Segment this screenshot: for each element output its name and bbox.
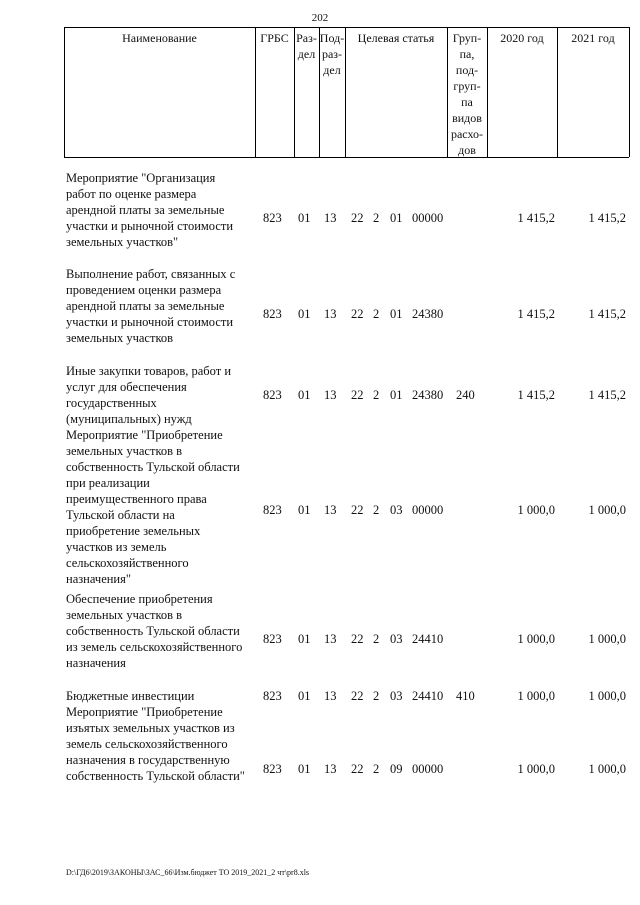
- row-cs-direction: 24380: [412, 307, 444, 321]
- row-cs-direction: 00000: [412, 211, 444, 225]
- row-razdel: 01: [298, 689, 311, 703]
- row-cs-subprogram: 2: [373, 388, 380, 402]
- header-year-2021: 2021 год: [571, 31, 615, 45]
- row-grbs: 823: [263, 307, 282, 321]
- row-value-2020: 1 000,0: [517, 503, 555, 517]
- header-bottom-border: [64, 157, 629, 158]
- row-grbs: 823: [263, 689, 282, 703]
- row-cs-program: 22: [351, 689, 364, 703]
- row-grbs: 823: [263, 632, 282, 646]
- row-cs-direction: 24410: [412, 689, 444, 703]
- header-top-border: [64, 27, 629, 28]
- row-podrazdel: 13: [324, 211, 337, 225]
- row-podrazdel: 13: [324, 503, 337, 517]
- file-path-footer: D:\ГД6\2019\ЗАКОНЫ\ЗАС_66\Изм.бюджет ТО 2019_2021_2 чт\pr8.xls: [66, 868, 310, 877]
- row-grbs: 823: [263, 762, 282, 776]
- row-razdel: 01: [298, 307, 311, 321]
- header-name: Наименование: [122, 31, 197, 45]
- row-name: Мероприятие "Приобретение земельных участков в собственность Тульской области при реализации преимущественного права Тульской области на приобретение земельных участков из земель сельскохозяйственного назначения": [66, 428, 240, 586]
- row-grbs: 823: [263, 211, 282, 225]
- row-cs-subprogram: 2: [373, 689, 380, 703]
- row-podrazdel: 13: [324, 388, 337, 402]
- row-name: Выполнение работ, связанных с проведением оценки размера арендной платы за земельные участки и рыночной стоимости земельных участков: [66, 267, 236, 345]
- header-grbs: ГРБС: [260, 31, 289, 45]
- header-col-border: [255, 27, 256, 157]
- row-razdel: 01: [298, 211, 311, 225]
- header-col-border: [487, 27, 488, 157]
- row-cs-subprogram: 2: [373, 503, 380, 517]
- row-cs-event: 01: [390, 211, 403, 225]
- header-podrazdel: Под- раз- дел: [319, 31, 345, 77]
- row-value-2021: 1 000,0: [588, 762, 626, 776]
- row-cs-direction: 24410: [412, 632, 444, 646]
- row-cs-direction: 24380: [412, 388, 444, 402]
- row-name: Бюджетные инвестиции: [66, 689, 195, 703]
- row-cs-program: 22: [351, 388, 364, 402]
- header-col-border: [345, 27, 346, 157]
- row-razdel: 01: [298, 503, 311, 517]
- row-value-2021: 1 000,0: [588, 503, 626, 517]
- row-value-2021: 1 415,2: [588, 211, 626, 225]
- row-cs-program: 22: [351, 307, 364, 321]
- row-cs-event: 09: [390, 762, 403, 776]
- row-value-2020: 1 000,0: [517, 689, 555, 703]
- row-value-2020: 1 000,0: [517, 632, 555, 646]
- row-cs-event: 01: [390, 388, 403, 402]
- row-value-2021: 1 415,2: [588, 307, 626, 321]
- row-value-2020: 1 415,2: [517, 388, 555, 402]
- row-cs-subprogram: 2: [373, 632, 380, 646]
- row-podrazdel: 13: [324, 689, 337, 703]
- row-name: Мероприятие "Приобретение изъятых земельных участков из земель сельскохозяйственного назначения в государственную собственность Тульской области": [66, 705, 245, 783]
- row-razdel: 01: [298, 388, 311, 402]
- row-podrazdel: 13: [324, 762, 337, 776]
- row-grbs: 823: [263, 503, 282, 517]
- header-year-2020: 2020 год: [500, 31, 544, 45]
- row-podrazdel: 13: [324, 632, 337, 646]
- row-vid-raskhodov: 240: [456, 388, 475, 402]
- row-value-2020: 1 415,2: [517, 211, 555, 225]
- header-celevaya-statya: Целевая статья: [357, 31, 435, 45]
- header-col-border: [557, 27, 558, 157]
- row-grbs: 823: [263, 388, 282, 402]
- header-col-border: [629, 27, 630, 157]
- row-razdel: 01: [298, 632, 311, 646]
- row-cs-subprogram: 2: [373, 762, 380, 776]
- header-razdel: Раз- дел: [296, 31, 317, 61]
- header-vid-raskhodov: Груп- па, под- груп- па видов расхо- дов: [450, 31, 484, 157]
- page-number: 202: [311, 12, 329, 24]
- row-cs-event: 03: [390, 689, 403, 703]
- row-cs-event: 03: [390, 503, 403, 517]
- header-col-border: [64, 27, 65, 157]
- row-cs-program: 22: [351, 762, 364, 776]
- row-cs-event: 01: [390, 307, 403, 321]
- row-value-2020: 1 415,2: [517, 307, 555, 321]
- row-value-2021: 1 000,0: [588, 632, 626, 646]
- row-podrazdel: 13: [324, 307, 337, 321]
- row-cs-program: 22: [351, 632, 364, 646]
- row-cs-subprogram: 2: [373, 211, 380, 225]
- row-name: Мероприятие "Организация работ по оценке размера арендной платы за земельные участки и рыночной стоимости земельных участков": [66, 171, 234, 249]
- row-name: Иные закупки товаров, работ и услуг для обеспечения государственных (муниципальных) нужд: [66, 364, 232, 426]
- row-value-2020: 1 000,0: [517, 762, 555, 776]
- row-name: Обеспечение приобретения земельных участков в собственность Тульской области из земель сельскохозяйственного назначения: [66, 592, 243, 670]
- row-cs-subprogram: 2: [373, 307, 380, 321]
- row-value-2021: 1 000,0: [588, 689, 626, 703]
- row-vid-raskhodov: 410: [456, 689, 475, 703]
- row-cs-direction: 00000: [412, 762, 444, 776]
- row-value-2021: 1 415,2: [588, 388, 626, 402]
- row-cs-program: 22: [351, 503, 364, 517]
- row-cs-event: 03: [390, 632, 403, 646]
- row-cs-direction: 00000: [412, 503, 444, 517]
- row-razdel: 01: [298, 762, 311, 776]
- row-cs-program: 22: [351, 211, 364, 225]
